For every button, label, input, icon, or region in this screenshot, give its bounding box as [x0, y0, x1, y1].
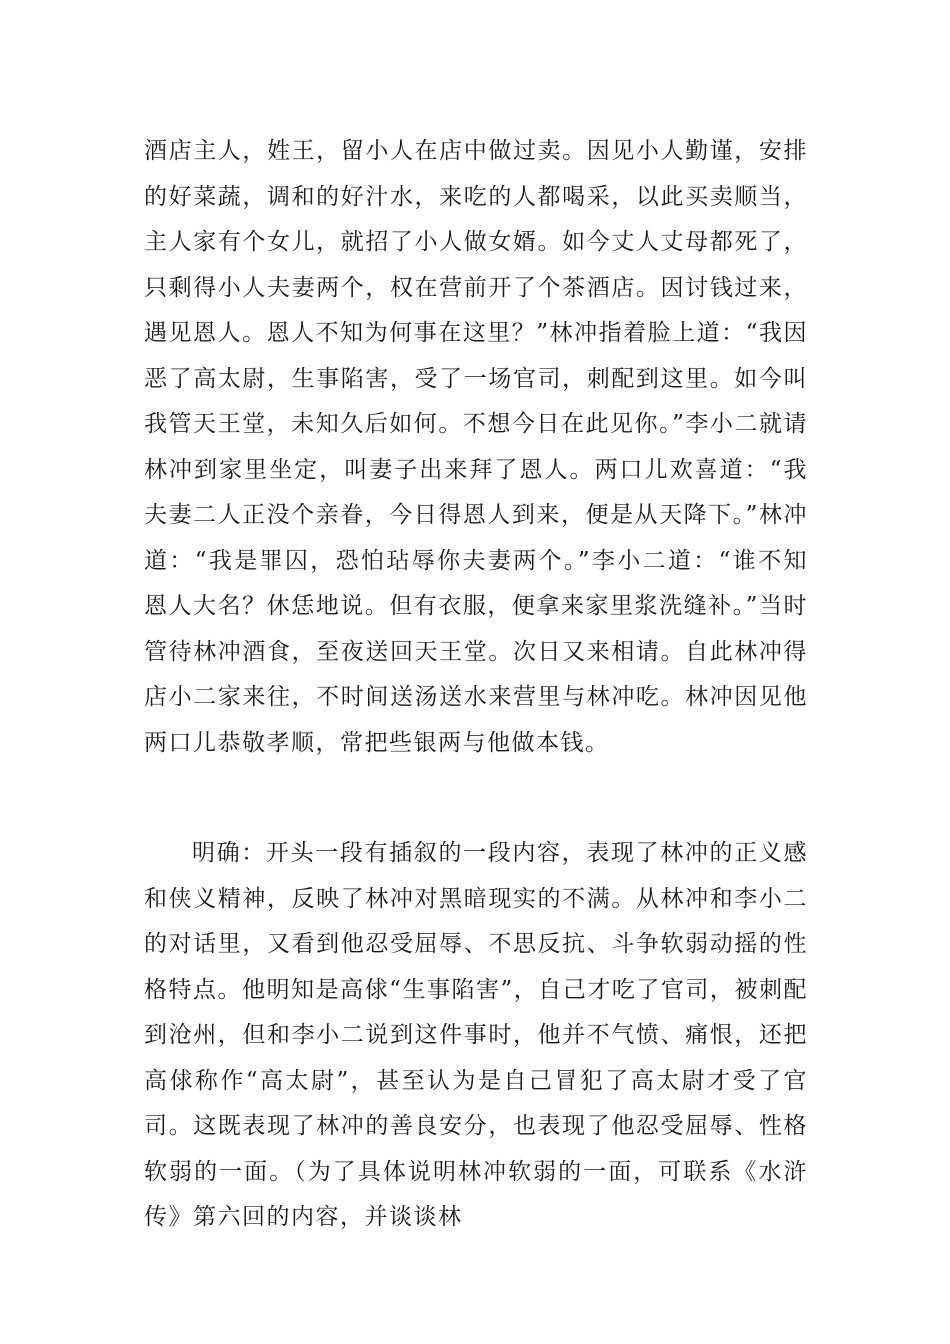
paragraph-analysis: 明确：开头一段有插叙的一段内容，表现了林冲的正义感和侠义精神，反映了林冲对黑暗现实的不满。从林冲和李小二的对话里，又看到他忍受屈辱、不思反抗、斗争软弱动摇的性格特点。他明知是高俅“生事陷害”，自己才吃了官司，被刺配到沧州，但和李小二说到这件事时，他并不气愤、痛恨，还把高俅称作“高太尉”，甚至认为是自己冒犯了高太尉才受了官司。这既表现了林冲的善良安分，也表现了他忍受屈辱、性格软弱的一面。（为了具体说明林冲软弱的一面，可联系《水浒传》第六回的内容，并谈谈林 — [144, 840, 808, 1230]
paragraph-story-excerpt: 酒店主人，姓王，留小人在店中做过卖。因见小人勤谨，安排的好菜蔬，调和的好汁水，来吃的人都喝采，以此买卖顺当，主人家有个女儿，就招了小人做女婿。如今丈人丈母都死了，只剩得小人夫妻两个，权在营前开了个茶酒店。因讨钱过来，遇见恩人。恩人不知为何事在这里？”林冲指着脸上道：“我因恶了高太尉，生事陷害，受了一场官司，刺配到这里。如今叫我管天王堂，未知久后如何。不想今日在此见你。”李小二就请林冲到家里坐定，叫妻子出来拜了恩人。两口儿欢喜道：“我夫妻二人正没个亲眷，今日得恩人到来，便是从天降下。”林冲道：“我是罪囚，恐怕玷辱你夫妻两个。”李小二道：“谁不知恩人大名？休恁地说。但有衣服，便拿来家里浆洗缝补。”当时管待林冲酒食，至夜送回天王堂。次日又来相请。自此林冲得店小二家来往，不时间送汤送水来营里与林冲吃。林冲因见他两口儿恭敬孝顺，常把些银两与他做本钱。 — [144, 138, 808, 756]
